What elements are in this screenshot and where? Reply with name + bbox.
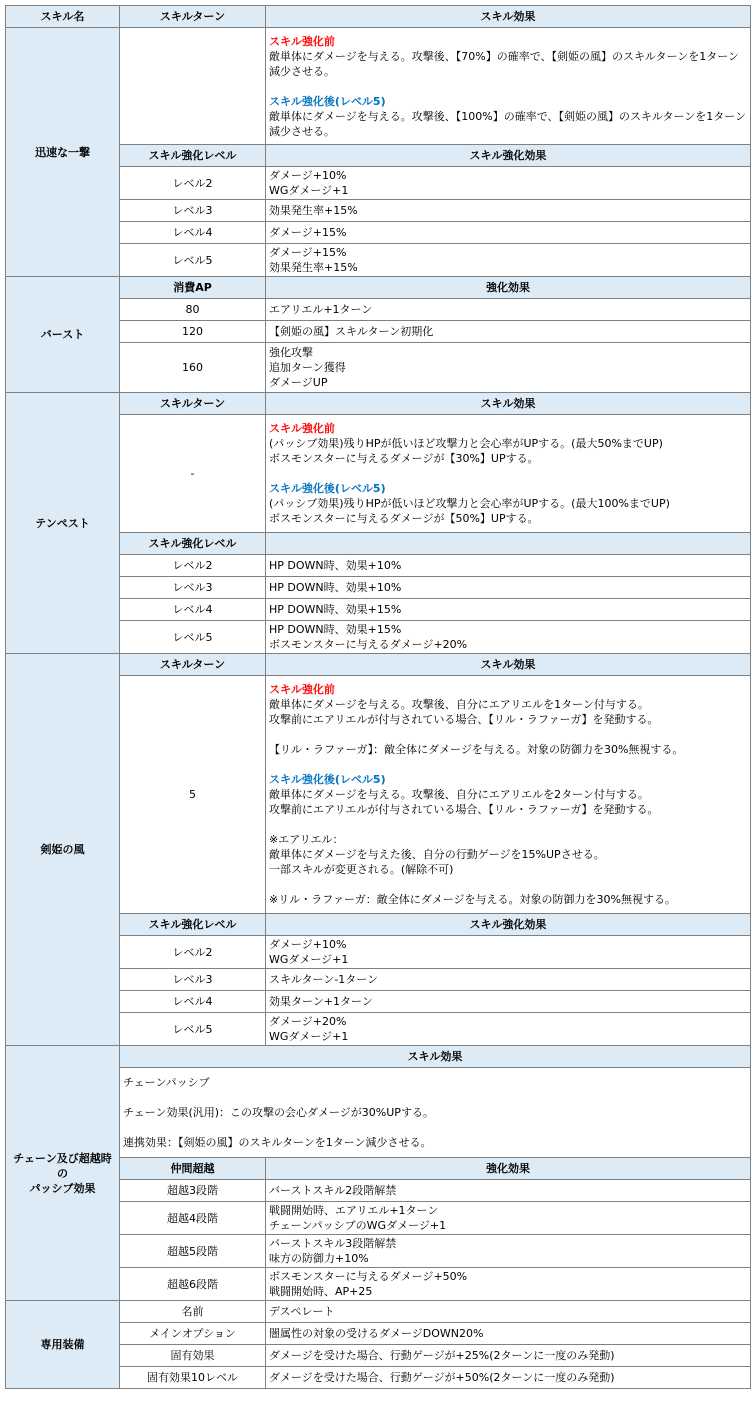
level-effect-line: WGダメージ+1: [269, 184, 349, 197]
level-label: レベル4: [120, 222, 266, 244]
skill3-sub-col2: スキル強化効果: [266, 914, 751, 936]
skill3-ariel-heading: ※エアリエル：: [269, 833, 344, 846]
level-label: レベル4: [120, 991, 266, 1013]
skill2-name: テンペスト: [6, 393, 120, 654]
level-effect: [266, 1013, 751, 1046]
skill1-main-row: [6, 28, 751, 145]
level-effect: [266, 244, 751, 277]
stage-label: 超越3段階: [120, 1180, 266, 1202]
skill1-before-text: 敵単体にダメージを与える。攻撃後、【70%】の確率で、【剣姫の風】のスキルターンを1ターン減少させる。: [269, 49, 740, 78]
skill2-before-line: ボスモンスターに与えるダメージが【30%】UPする。: [269, 452, 539, 465]
burst-ap: 160: [120, 343, 266, 393]
stage-effect-line: 戦闘開始時、エアリエル+1ターン: [269, 1204, 439, 1217]
stage-effect-line: バーストスキル3段階解禁: [269, 1237, 397, 1250]
equip-value: デスペレート: [266, 1301, 751, 1323]
skill2-turn: -: [120, 415, 266, 533]
passive-name: [6, 1046, 120, 1301]
stage-label: 超越6段階: [120, 1268, 266, 1301]
skill3-after-label: スキル強化後(レベル5): [269, 773, 386, 786]
equip-value: ダメージを受けた場合、行動ゲージが+50%(2ターンに一度のみ発動): [266, 1367, 751, 1389]
burst-ap: 80: [120, 299, 266, 321]
skill1-after-text: 敵単体にダメージを与える。攻撃後、【100%】の確率で、【剣姫の風】のスキルターンを1ターン減少させる。: [269, 109, 747, 138]
header-row: [6, 6, 751, 28]
level-label: レベル2: [120, 555, 266, 577]
skill2-col-effect: スキル効果: [266, 393, 751, 415]
level-effect: [266, 936, 751, 969]
skill2-after-line: ボスモンスターに与えるダメージが【50%】UPする。: [269, 512, 539, 525]
stage-effect: [266, 1202, 751, 1235]
skill3-turn: 5: [120, 676, 266, 914]
skill1-sub-col2: スキル強化効果: [266, 145, 751, 167]
passive-line: チェーン効果(汎用)：この攻撃の会心ダメージが30%UPする。: [123, 1106, 434, 1119]
level-effect: HP DOWN時、効果+15%: [266, 599, 751, 621]
equip-label: 名前: [120, 1301, 266, 1323]
header-skill-effect: スキル効果: [266, 6, 751, 28]
level-effect: スキルターン-1ターン: [266, 969, 751, 991]
table-row: [6, 1301, 751, 1323]
level-effect-line: WGダメージ+1: [269, 1030, 349, 1043]
stage-effect-line: ボスモンスターに与えるダメージ+50%: [269, 1270, 468, 1283]
burst-ap: 120: [120, 321, 266, 343]
skill1-sub-col1: スキル強化レベル: [120, 145, 266, 167]
burst-effect-line: 強化攻撃: [269, 346, 313, 359]
burst-name: バースト: [6, 277, 120, 393]
burst-header-row: [6, 277, 751, 299]
skill3-sub-col1: スキル強化レベル: [120, 914, 266, 936]
level-effect-line: 効果発生率+15%: [269, 261, 358, 274]
level-effect-line: HP DOWN時、効果+15%: [269, 623, 402, 636]
equip-label: 固有効果10レベル: [120, 1367, 266, 1389]
burst-effect: エアリエル+1ターン: [266, 299, 751, 321]
stage-label: 超越4段階: [120, 1202, 266, 1235]
skill3-effect: [266, 676, 751, 914]
level-effect: 効果ターン+1ターン: [266, 991, 751, 1013]
level-effect: 効果発生率+15%: [266, 200, 751, 222]
skill3-col-effect: スキル効果: [266, 654, 751, 676]
stage-effect-line: チェーンパッシブのWGダメージ+1: [269, 1219, 447, 1232]
level-effect: [266, 167, 751, 200]
skill1-after-label: スキル強化後(レベル5): [269, 94, 386, 108]
level-label: レベル5: [120, 1013, 266, 1046]
skill1-name: 迅速な一撃: [6, 28, 120, 277]
passive-name-line: パッシブ効果: [29, 1181, 96, 1195]
level-effect-line: ダメージ+20%: [269, 1015, 347, 1028]
passive-line: 連携効果：【剣姫の風】のスキルターンを1ターン減少させる。: [123, 1136, 432, 1149]
burst-col-ap: 消費AP: [120, 277, 266, 299]
equip-label: 固有効果: [120, 1345, 266, 1367]
burst-effect-line: ダメージUP: [269, 376, 328, 389]
header-skill-turn: スキルターン: [120, 6, 266, 28]
level-effect: [266, 621, 751, 654]
skill2-sub-col2: [266, 533, 751, 555]
equip-value: ダメージを受けた場合、行動ゲージが+25%(2ターンに一度のみ発動): [266, 1345, 751, 1367]
level-label: レベル2: [120, 167, 266, 200]
skill2-before-label: スキル強化前: [269, 422, 335, 435]
stage-effect: バーストスキル2段階解禁: [266, 1180, 751, 1202]
skill2-effect: [266, 415, 751, 533]
skill3-rill-note2: ※リル・ラファーガ：敵全体にダメージを与える。対象の防御力を30%無視する。: [269, 893, 677, 906]
passive-sub-col2: 強化効果: [266, 1158, 751, 1180]
passive-effect: [120, 1068, 751, 1158]
equip-label: メインオプション: [120, 1323, 266, 1345]
skill3-before-line: 敵単体にダメージを与える。攻撃後、自分にエアリエルを1ターン付与する。: [269, 698, 649, 711]
skill2-before-line: (パッシブ効果)残りHPが低いほど攻撃力と会心率がUPする。(最大50%までUP): [269, 437, 663, 450]
level-effect-line: ボスモンスターに与えるダメージ+20%: [269, 638, 468, 651]
skill1-turn: [120, 28, 266, 145]
level-label: レベル3: [120, 577, 266, 599]
level-label: レベル5: [120, 244, 266, 277]
skill3-name: 剣姫の風: [6, 654, 120, 1046]
level-effect: HP DOWN時、効果+10%: [266, 577, 751, 599]
equip-name: 専用装備: [6, 1301, 120, 1389]
skill3-col-turn: スキルターン: [120, 654, 266, 676]
skill2-after-label: スキル強化後(レベル5): [269, 482, 386, 495]
stage-effect: [266, 1235, 751, 1268]
skill1-effect: [266, 28, 751, 145]
level-effect-line: ダメージ+15%: [269, 246, 347, 259]
level-label: レベル5: [120, 621, 266, 654]
skill3-after-line: 攻撃前にエアリエルが付与されている場合、【リル・ラファーガ】を発動する。: [269, 803, 659, 816]
stage-label: 超越5段階: [120, 1235, 266, 1268]
equip-value: 闇属性の対象の受けるダメージDOWN20%: [266, 1323, 751, 1345]
skill3-ariel-line: 一部スキルが変更される。(解除不可): [269, 863, 454, 876]
header-skill-name: スキル名: [6, 6, 120, 28]
stage-effect-line: 味方の防御力+10%: [269, 1252, 369, 1265]
level-label: レベル4: [120, 599, 266, 621]
passive-header-row: [6, 1046, 751, 1068]
burst-effect: 【剣姫の風】スキルターン初期化: [266, 321, 751, 343]
skill3-after-line: 敵単体にダメージを与える。攻撃後、自分にエアリエルを2ターン付与する。: [269, 788, 649, 801]
passive-col-effect: スキル効果: [120, 1046, 751, 1068]
skill1-before-label: スキル強化前: [269, 34, 335, 48]
skill2-sub-col1: スキル強化レベル: [120, 533, 266, 555]
passive-line: チェーンパッシブ: [123, 1076, 210, 1089]
skill2-col-turn: スキルターン: [120, 393, 266, 415]
level-label: レベル3: [120, 200, 266, 222]
level-effect: ダメージ+15%: [266, 222, 751, 244]
skill3-header-row: [6, 654, 751, 676]
skill3-before-label: スキル強化前: [269, 683, 335, 696]
skill3-ariel-line: 敵単体にダメージを与えた後、自分の行動ゲージを15%UPさせる。: [269, 848, 605, 861]
skill2-after-line: (パッシブ効果)残りHPが低いほど攻撃力と会心率がUPする。(最大100%までUP): [269, 497, 670, 510]
level-effect: HP DOWN時、効果+10%: [266, 555, 751, 577]
skill3-before-line: 攻撃前にエアリエルが付与されている場合、【リル・ラファーガ】を発動する。: [269, 713, 659, 726]
stage-effect: [266, 1268, 751, 1301]
burst-col-effect: 強化効果: [266, 277, 751, 299]
passive-name-line: チェーン及び超越時の: [13, 1151, 112, 1180]
skill-table: [5, 5, 751, 1389]
stage-effect-line: 戦闘開始時、AP+25: [269, 1285, 373, 1298]
passive-sub-col1: 仲間超越: [120, 1158, 266, 1180]
level-effect-line: ダメージ+10%: [269, 169, 347, 182]
level-label: レベル3: [120, 969, 266, 991]
skill2-header-row: [6, 393, 751, 415]
level-effect-line: WGダメージ+1: [269, 953, 349, 966]
burst-effect: [266, 343, 751, 393]
skill3-rill-note: 【リル・ラファーガ】：敵全体にダメージを与える。対象の防御力を30%無視する。: [269, 743, 684, 756]
level-label: レベル2: [120, 936, 266, 969]
level-effect-line: ダメージ+10%: [269, 938, 347, 951]
burst-effect-line: 追加ターン獲得: [269, 361, 346, 374]
